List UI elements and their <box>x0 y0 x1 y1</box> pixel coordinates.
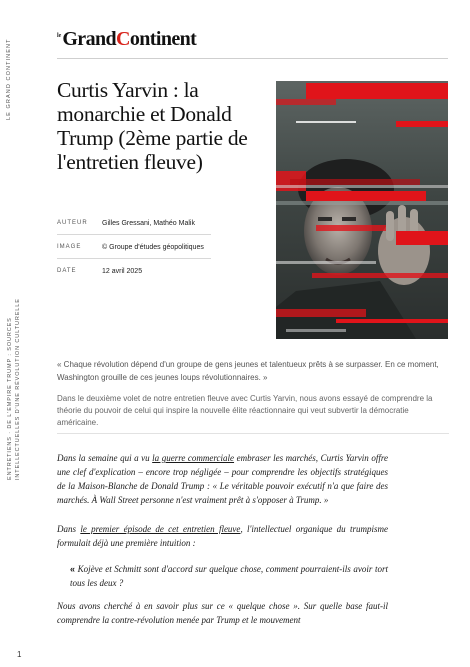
logo-wordmark <box>62 28 196 51</box>
article-meta <box>57 210 211 282</box>
article-intro: Dans le deuxième volet de notre entretien fleuve avec Curtis Yarvin, nous avons essayé de comprendre la théorie du pouvoir de celui qui inspire la nouvelle élite réactionnaire qui veut subvertir la démocratie américaine. <box>57 394 433 427</box>
body-text: embraser les marchés, Curtis Yarvin offre une clef d'explication – encore trop négligée – pour comprendre les objectifs stratégiques de la Maison-Blanche de Donald Trump : « Le véritable pouvoir exécutif n'a que faire des marchés. À Wall Street personne n'est vraiment prêt à s'opposer à Trump. » <box>57 453 388 505</box>
body-text: , l'intellectuel organique du trumpisme formulait déjà une première intuition : <box>57 524 388 548</box>
meta-value: Gilles Gressani, Mathéo Malik <box>102 220 195 227</box>
page-number: 1 <box>17 650 22 659</box>
meta-value: © Groupe d'études géopolitiques <box>102 244 204 251</box>
blockquote <box>70 562 388 590</box>
meta-label: IMAGE <box>57 244 82 250</box>
meta-image-row <box>57 234 211 258</box>
logo-prefix: le <box>57 33 62 39</box>
body-text: Dans <box>57 524 81 534</box>
article-title: Curtis Yarvin : la monarchie et Donald Trump (2ème partie de l'entretien fleuve) <box>57 78 248 174</box>
meta-author-row <box>57 210 211 234</box>
header-divider <box>57 58 448 59</box>
meta-date-row <box>57 258 211 282</box>
first-episode-link[interactable]: le premier épisode de cet entretien fleuve <box>80 524 241 534</box>
glitch-portrait-image <box>276 81 448 339</box>
logo-letter-c: C <box>116 28 130 50</box>
pull-quote: « Chaque révolution dépend d'un groupe de gens jeunes et talentueux prêts à se surpasser. En ce moment, Washington grouille de ces jeunes loups révolutionnaires. » <box>57 360 439 382</box>
meta-value: 12 avril 2025 <box>102 268 143 275</box>
sidebar-series: ENTRETIENS · DE L'EMPIRE TRUMP : SOURCES INTELLECTUELLES D'UNE RÉVOLUTION CULTURELLE <box>7 298 21 480</box>
meta-label: AUTEUR <box>57 220 88 226</box>
section-divider <box>57 433 449 434</box>
body-paragraph: Nous avons cherché à en savoir plus sur ce « quelque chose ». Sur quelle base faut-il comprendre la contre-révolution menée par Trump et le mouvement <box>57 601 388 625</box>
body-text: Dans la semaine qui a vu <box>57 453 153 463</box>
trade-war-link[interactable]: la guerre commerciale <box>152 453 235 463</box>
site-logo[interactable] <box>57 28 196 52</box>
logo-word-grand: Grand <box>62 28 117 50</box>
hero-image <box>276 81 448 339</box>
body-paragraph <box>57 522 388 550</box>
meta-label: DATE <box>57 268 77 274</box>
sidebar-brand: LE GRAND CONTINENT <box>6 38 12 120</box>
quote-text: Kojève et Schmitt sont d'accord sur quelque chose, comment pourraient-ils avoir tort tous les deux ? <box>70 564 388 588</box>
logo-word-ontinent: ontinent <box>129 28 197 50</box>
quote-mark: « <box>70 564 76 574</box>
body-paragraph <box>57 451 388 507</box>
